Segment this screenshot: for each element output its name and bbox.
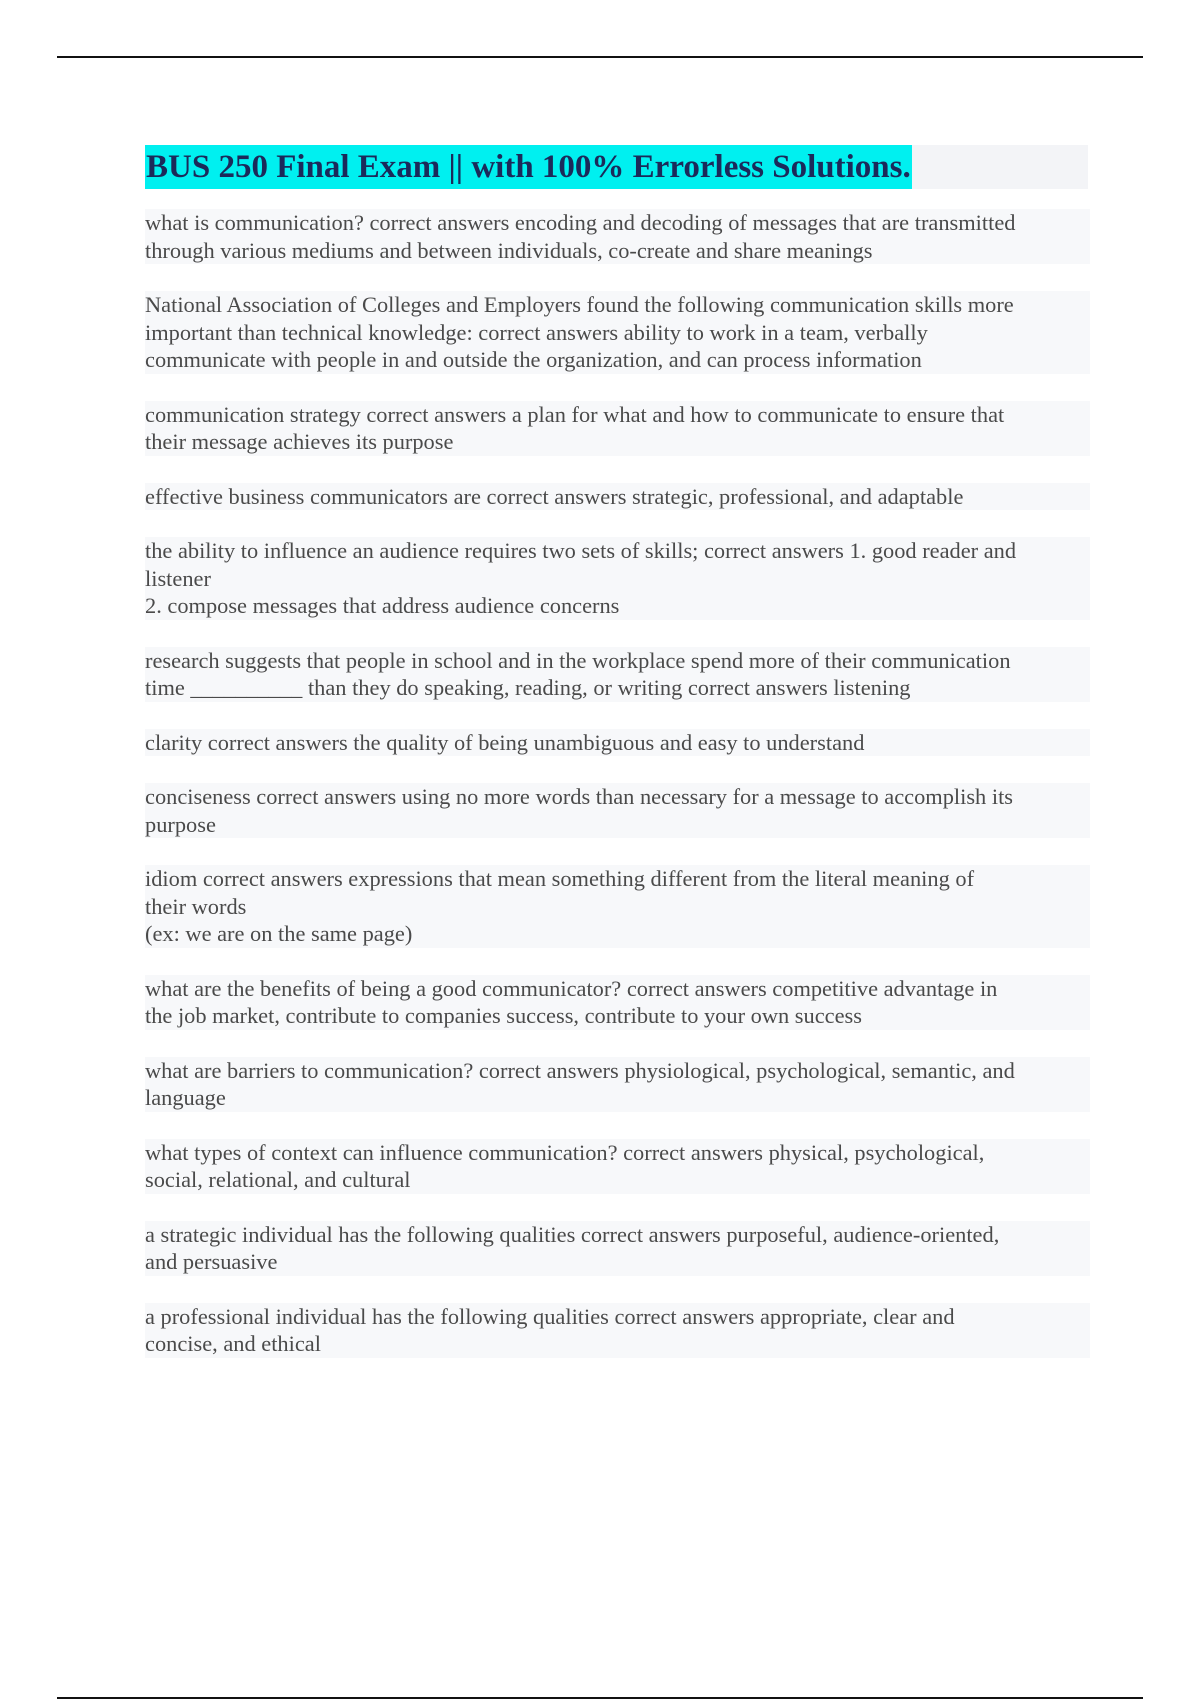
qa-line: listener — [145, 565, 211, 591]
qa-line: a strategic individual has the following qualities correct answers purposeful, audience-oriented, — [145, 1221, 1000, 1247]
qa-line: time __________ than they do speaking, reading, or writing correct answers listening — [145, 675, 911, 700]
qa-line: what types of context can influence communication? correct answers physical, psychological, — [145, 1139, 985, 1165]
qa-line: effective business communicators are correct answers strategic, professional, and adaptable — [145, 483, 964, 509]
qa-list — [145, 209, 1090, 1358]
qa-item — [145, 975, 1090, 1030]
qa-line: important than technical knowledge: correct answers ability to work in a team, verbally — [145, 319, 928, 345]
qa-line: the ability to influence an audience requires two sets of skills; correct answers 1. good reader and — [145, 538, 1017, 563]
qa-item — [145, 401, 1090, 456]
top-rule — [57, 56, 1143, 58]
qa-line: language — [145, 1085, 226, 1110]
qa-item — [145, 537, 1090, 620]
qa-item — [145, 1139, 1090, 1194]
qa-line: their words — [145, 893, 247, 919]
qa-line: communicate with people in and outside the organization, and can process information — [145, 347, 922, 372]
document-body — [145, 145, 1090, 1385]
qa-line: through various mediums and between individuals, co-create and share meanings — [145, 237, 873, 263]
qa-item — [145, 1221, 1090, 1276]
qa-item — [145, 483, 1090, 511]
qa-line: a professional individual has the following qualities correct answers appropriate, clear and — [145, 1303, 955, 1329]
qa-line: 2. compose messages that address audience concerns — [145, 593, 620, 618]
qa-item — [145, 865, 1090, 948]
qa-line: clarity correct answers the quality of being unambiguous and easy to understand — [145, 729, 865, 755]
qa-line: their message achieves its purpose — [145, 429, 454, 454]
qa-line: what are the benefits of being a good communicator? correct answers competitive advantage in — [145, 975, 998, 1001]
qa-line: (ex: we are on the same page) — [145, 921, 413, 946]
qa-line: what are barriers to communication? correct answers physiological, psychological, semantic, and — [145, 1057, 1015, 1083]
bottom-rule — [57, 1697, 1143, 1699]
qa-line: concise, and ethical — [145, 1331, 321, 1356]
qa-line: social, relational, and cultural — [145, 1167, 411, 1192]
qa-line: and persuasive — [145, 1249, 278, 1274]
qa-line: the job market, contribute to companies success, contribute to your own success — [145, 1003, 862, 1028]
qa-line: what is communication? correct answers encoding and decoding of messages that are transmitted — [145, 210, 1016, 235]
qa-line: research suggests that people in school and in the workplace spend more of their communication — [145, 647, 1011, 673]
qa-line: purpose — [145, 811, 216, 837]
qa-item — [145, 209, 1090, 264]
qa-line: communication strategy correct answers a plan for what and how to communicate to ensure that — [145, 401, 1005, 427]
qa-item — [145, 647, 1090, 702]
qa-line: National Association of Colleges and Employers found the following communication skills more — [145, 292, 1014, 317]
qa-line: idiom correct answers expressions that mean something different from the literal meaning of — [145, 866, 975, 891]
qa-line: conciseness correct answers using no more words than necessary for a message to accomplish its — [145, 784, 1013, 809]
qa-item — [145, 1303, 1090, 1358]
document-title: BUS 250 Final Exam || with 100% Errorless Solutions. — [145, 145, 912, 189]
qa-item — [145, 291, 1090, 374]
qa-item — [145, 729, 1090, 757]
title-bar — [145, 145, 1088, 189]
qa-item — [145, 783, 1090, 838]
qa-item — [145, 1057, 1090, 1112]
